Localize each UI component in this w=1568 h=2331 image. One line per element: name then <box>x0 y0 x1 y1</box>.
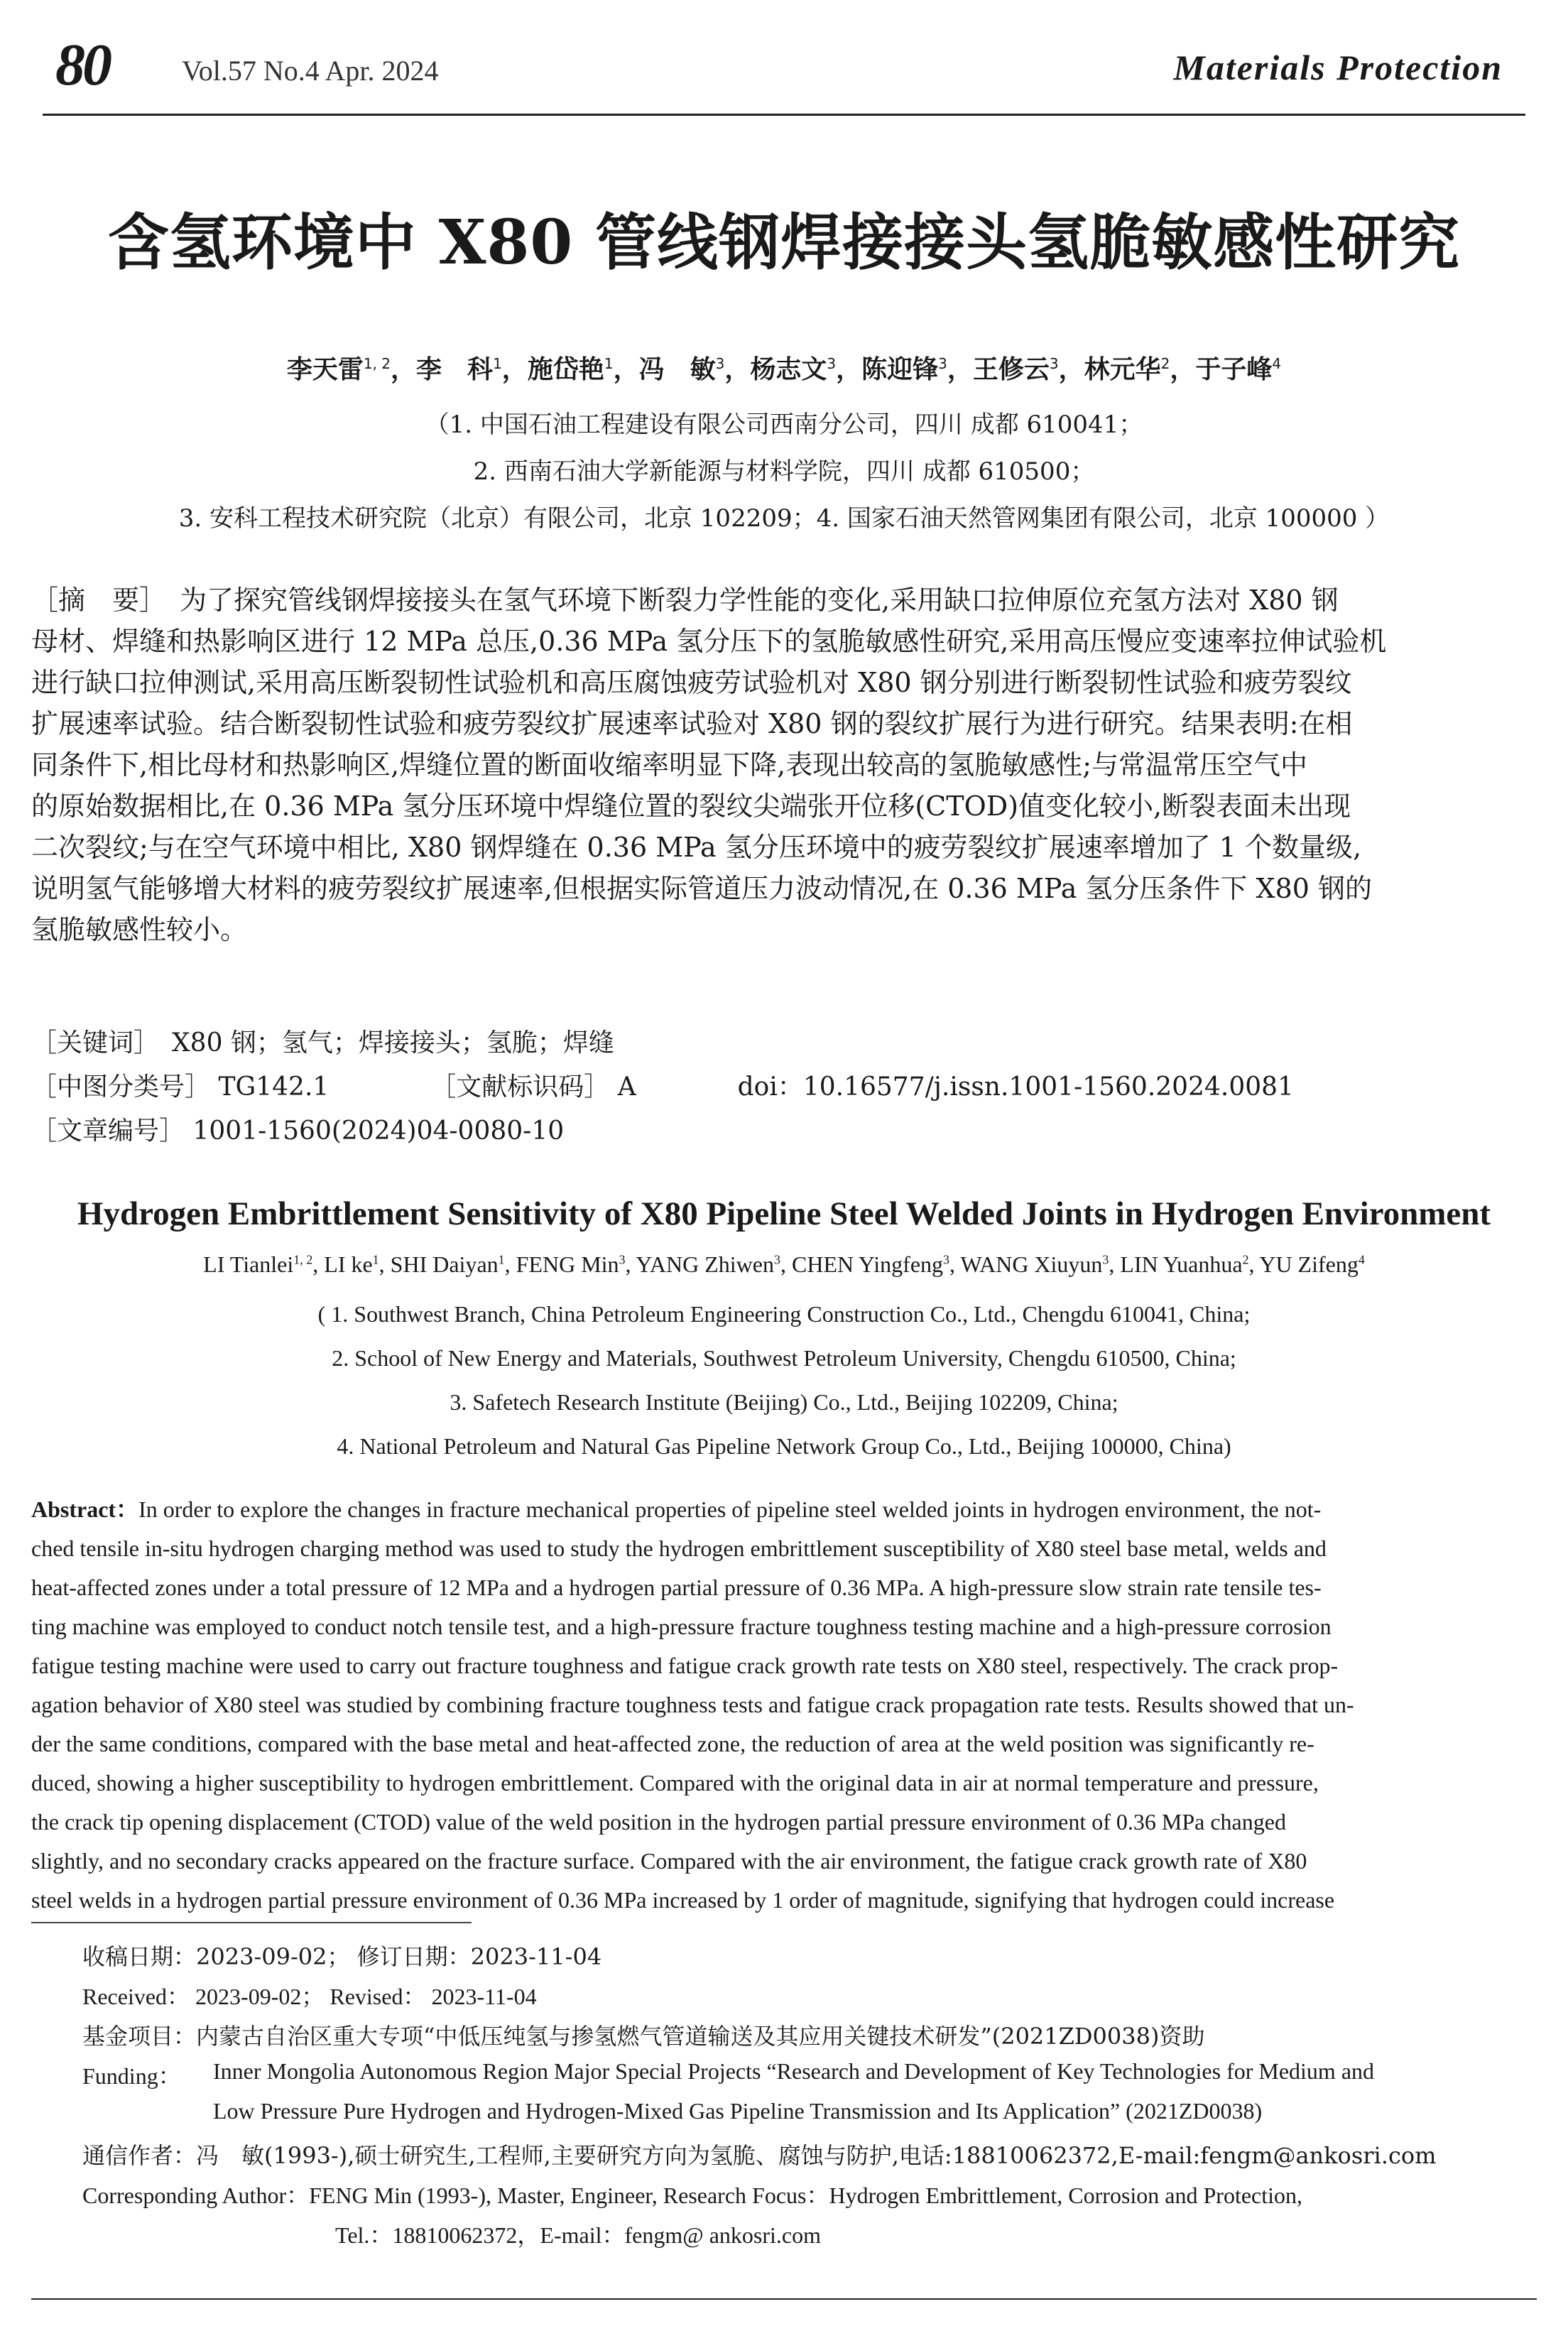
doi-value: 10.16577/j.issn.1001-1560.2024.0081 <box>802 1072 1294 1102</box>
author-affiliation-mark: 2 <box>1160 355 1170 372</box>
author-name: LI ke <box>324 1251 373 1277</box>
affiliation-en-1: ( 1. Southwest Branch, China Petroleum Engineering Construction Co., Ltd., Chengdu 610041, China; <box>317 1301 1251 1327</box>
abstract-en-line: der the same conditions, compared with the base metal and heat-affected zone, the reduction of area at the weld position was significantly re- <box>31 1731 1314 1756</box>
corresponding-author-en-1: Corresponding Author：FENG Min (1993-), Master, Engineer, Research Focus：Hydrogen Embrittlement, Corrosion and Protection, <box>82 2183 1303 2208</box>
author-name: 王修云 <box>972 355 1050 384</box>
keywords-cn <box>31 1023 614 1059</box>
abstract-cn-line: 扩展速率试验。结合断裂韧性试验和疲劳裂纹扩展速率试验对 X80 钢的裂纹扩展行为进行研究。结果表明:在相 <box>31 708 1353 739</box>
corresponding-author-en-2: Tel.：18810062372，E-mail：fengm@ ankosri.com <box>335 2222 822 2248</box>
author-affiliation-mark: 1 <box>493 355 502 372</box>
article-number-value: 1001-1560(2024)04-0080-10 <box>192 1116 565 1146</box>
author-name: SHI Daiyan <box>390 1251 499 1277</box>
abstract-cn-line: 进行缺口拉伸测试,采用高压断裂韧性试验机和高压腐蚀疲劳试验机对 X80 钢分别进行断裂韧性试验和疲劳裂纹 <box>31 667 1352 698</box>
received-date-en: Received： 2023-09-02； Revised： 2023-11-04 <box>82 1984 537 2009</box>
funding-en-line-1: Inner Mongolia Autonomous Region Major Special Projects “Research and Development of Key Technologies for Medium and <box>213 2058 1375 2084</box>
header-rule <box>43 114 1525 116</box>
affiliation-en-2: 2. School of New Energy and Materials, Southwest Petroleum University, Chengdu 610500, China; <box>332 1345 1236 1371</box>
abstract-cn-line: 说明氢气能够增大材料的疲劳裂纹扩展速率,但根据实际管道压力波动情况,在 0.36 MPa 氢分压条件下 X80 钢的 <box>31 873 1372 904</box>
abstract-cn-line: 二次裂纹;与在空气环境中相比, X80 钢焊缝在 0.36 MPa 氢分压环境中的疲劳裂纹扩展速率增加了 1 个数量级, <box>31 832 1362 863</box>
author-affiliation-mark: 3 <box>943 1252 950 1267</box>
author-affiliation-mark: 3 <box>619 1252 626 1267</box>
page-number: 80 <box>55 32 109 98</box>
affiliation-cn-2: 2. 西南石油大学新能源与材料学院，四川 成都 610500； <box>473 457 1095 486</box>
abstract-cn-line: ［摘 要］ 为了探究管线钢焊接接头在氢气环境下断裂力学性能的变化,采用缺口拉伸原位充氢方法对 X80 钢 <box>31 585 1339 616</box>
author-name: YU Zifeng <box>1259 1251 1359 1277</box>
abstract-en-line: agation behavior of X80 steel was studied by combining fracture toughness tests and fatigue crack propagation rate tests. Results showed that un- <box>31 1692 1354 1717</box>
abstract-en-line: ting machine was employed to conduct notch tensile test, and a high-pressure fracture toughness testing machine and a high-pressure corrosion <box>31 1614 1332 1639</box>
keywords-cn-text: X80 钢；氢气；焊接接头；氢脆；焊缝 <box>172 1028 614 1058</box>
doc-code-label: ［文献标识码］ <box>430 1072 610 1102</box>
abstract-cn-line: 氢脆敏感性较小。 <box>31 914 248 945</box>
title-en: Hydrogen Embrittlement Sensitivity of X80 Pipeline Steel Welded Joints in Hydrogen Environment <box>77 1195 1491 1232</box>
abstract-en-line: slightly, and no secondary cracks appeared on the fracture surface. Compared with the air environment, the fatigue crack growth rate of X80 <box>31 1848 1307 1874</box>
abstract-en-line: steel welds in a hydrogen partial pressure environment of 0.36 MPa increased by 1 order of magnitude, signifying that hydrogen could increase <box>31 1887 1335 1913</box>
author-affiliation-mark: 3 <box>1049 355 1059 372</box>
author-affiliation-mark: 3 <box>938 355 947 372</box>
classification-line <box>31 1067 1537 1103</box>
abstract-en-line: the crack tip opening displacement (CTOD) value of the weld position in the hydrogen partial pressure environment of 0.36 MPa changed <box>31 1809 1286 1835</box>
authors-en: LI Tianlei$^{1, 2}$, LI $ke^1$, SHI Daiyan$^1$, FENG Min$^3$, YANG Zhiwen$^3$, CHEN Yingfeng$^3$, WANG Xiuyun$^3$, LIN Yuanhua$^2$, YU Zifeng$^4$ <box>203 1251 1365 1277</box>
issue-info: Vol.57 No.4 Apr. 2024 <box>182 55 439 87</box>
author-name: LIN Yuanhua <box>1120 1251 1243 1277</box>
affiliation-en-3: 3. Safetech Research Institute (Beijing) Co., Ltd., Beijing 102209, China; <box>450 1389 1118 1415</box>
footnote-rule <box>31 1922 472 1923</box>
funding-en-label: Funding： <box>82 2063 181 2089</box>
abstract-cn <box>31 580 1537 950</box>
affiliation-cn-3: 3. 安科工程技术研究院（北京）有限公司，北京 102209；4. 国家石油天然管网集团有限公司，北京 100000 ） <box>178 504 1390 533</box>
author-name: 冯 敏 <box>638 355 716 384</box>
author-affiliation-mark: 1 <box>604 355 614 372</box>
abstract-en-line: ched tensile in-situ hydrogen charging method was used to study the hydrogen embrittlement susceptibility of X80 steel base metal, welds and <box>31 1536 1327 1561</box>
author-name: 林元华 <box>1084 355 1161 384</box>
title-cn: 含氢环境中 X80 管线钢焊接接头氢脆敏感性研究 <box>107 207 1461 278</box>
abstract-en-line: Abstract：In order to explore the changes in fracture mechanical properties of pipeline steel welded joints in hydrogen environment, the not- <box>31 1496 1322 1522</box>
journal-name: Materials Protection <box>1173 48 1503 87</box>
author-affiliation-mark: 1, 2 <box>293 1252 313 1267</box>
funding-cn: 基金项目：内蒙古自治区重大专项“中低压纯氢与掺氢燃气管道输送及其应用关键技术研发”(2021ZD0038)资助 <box>82 2023 1205 2050</box>
funding-en-line-2: Low Pressure Pure Hydrogen and Hydrogen-Mixed Gas Pipeline Transmission and Its Application” (2021ZD0038) <box>213 2098 1263 2124</box>
abstract-en-line: heat-affected zones under a total pressure of 12 MPa and a hydrogen partial pressure of 0.36 MPa. A high-pressure slow strain rate tensile tes- <box>31 1575 1322 1600</box>
keywords-cn-label: ［关键词］ <box>31 1028 147 1058</box>
article-number <box>31 1111 564 1147</box>
affiliation-en-4: 4. National Petroleum and Natural Gas Pipeline Network Group Co., Ltd., Beijing 100000, China) <box>337 1433 1231 1459</box>
author-affiliation-mark: 3 <box>827 355 837 372</box>
author-affiliation-mark: 1 <box>498 1252 505 1267</box>
clc-label: ［中图分类号］ <box>31 1072 211 1102</box>
author-name: FENG Min <box>516 1251 619 1277</box>
author-name: 施岱艳 <box>527 355 604 384</box>
received-date-cn: 收稿日期：2023-09-02； 修订日期：2023-11-04 <box>82 1943 602 1970</box>
abstract-cn-line: 母材、焊缝和热影响区进行 12 MPa 总压,0.36 MPa 氢分压下的氢脆敏感性研究,采用高压慢应变速率拉伸试验机 <box>31 626 1387 657</box>
doc-code-value: A <box>617 1072 636 1102</box>
author-name: CHEN Yingfeng <box>792 1251 944 1277</box>
author-affiliation-mark: 2 <box>1242 1252 1249 1267</box>
author-name: 杨志文 <box>750 355 827 384</box>
author-affiliation-mark: 4 <box>1358 1252 1365 1267</box>
author-name: 于子峰 <box>1195 355 1273 384</box>
abstract-en <box>31 1490 1537 1920</box>
abstract-cn-label: ［摘 要］ <box>31 585 153 616</box>
author-affiliation-mark: 3 <box>774 1252 780 1267</box>
article-number-label: ［文章编号］ <box>31 1116 185 1146</box>
clc-value: TG142.1 <box>218 1072 330 1102</box>
author-name: YANG Zhiwen <box>636 1251 774 1277</box>
doi-label: doi： <box>737 1072 803 1102</box>
authors-cn: 李天雷$^{1, 2}$，李 科$^1$，施岱艳$^1$，冯 敏$^3$，杨志文$^3$，陈迎锋$^3$，王修云$^3$，林元华$^2$，于子峰$^4$ <box>286 355 1282 384</box>
author-name: LI Tianlei <box>203 1251 294 1277</box>
author-name: WANG Xiuyun <box>960 1251 1103 1277</box>
author-affiliation-mark: 1 <box>372 1252 379 1267</box>
author-name: 陈迎锋 <box>861 355 939 384</box>
author-name: 李天雷 <box>286 355 364 384</box>
corresponding-author-cn: 通信作者：冯 敏(1993-),硕士研究生,工程师,主要研究方向为氢脆、腐蚀与防护,电话:18810062372,E-mail:fengm@ankosri.com <box>82 2142 1437 2169</box>
author-affiliation-mark: 4 <box>1272 355 1282 372</box>
author-name: 李 科 <box>416 355 494 384</box>
author-affiliation-mark: 3 <box>1102 1252 1109 1267</box>
author-affiliation-mark: 3 <box>715 355 725 372</box>
affiliation-cn-1: （1. 中国石油工程建设有限公司西南分公司，四川 成都 610041； <box>425 411 1143 439</box>
abstract-en-line: fatigue testing machine were used to carry out fracture toughness and fatigue crack growth rate tests on X80 steel, respectively. The crack prop- <box>31 1653 1339 1678</box>
abstract-en-label: Abstract： <box>31 1496 139 1522</box>
abstract-cn-line: 的原始数据相比,在 0.36 MPa 氢分压环境中焊缝位置的裂纹尖端张开位移(CTOD)值变化较小,断裂表面未出现 <box>31 790 1351 822</box>
bottom-rule <box>31 2298 1537 2300</box>
author-affiliation-mark: 1, 2 <box>363 355 391 372</box>
abstract-en-line: duced, showing a higher susceptibility to hydrogen embrittlement. Compared with the original data in air at normal temperature and pressure, <box>31 1770 1319 1795</box>
abstract-cn-line: 同条件下,相比母材和热影响区,焊缝位置的断面收缩率明显下降,表现出较高的氢脆敏感性;与常温常压空气中 <box>31 749 1308 781</box>
